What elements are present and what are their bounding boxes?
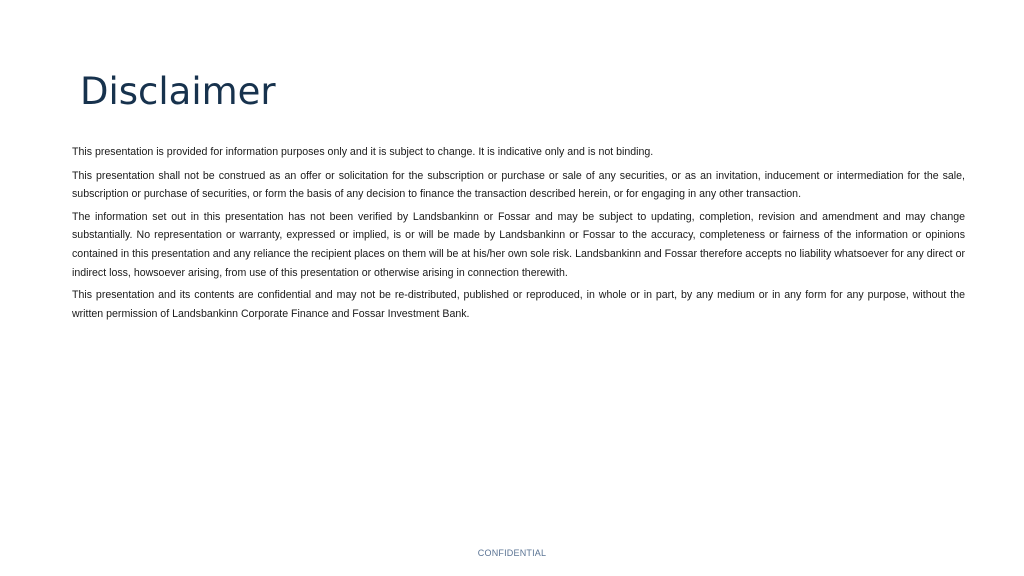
disclaimer-paragraph-1: This presentation is provided for information purposes only and it is subject to change. It is indicative only and is not binding. [72,146,654,158]
disclaimer-body [72,143,965,327]
disclaimer-paragraph-4: This presentation and its contents are confidential and may not be re-distributed, published or reproduced, in whole or in part, by any medium or in any form for any purpose, without the written permission of Landsbankinn Corporate Finance and Fossar Investment Bank. [72,289,965,320]
disclaimer-paragraph-3: The information set out in this presentation has not been verified by Landsbankinn or Fossar and may be subject to updating, completion, revision and amendment and may change substantially. No representation or warranty, expressed or implied, is or will be made by Landsbankinn or Fossar to the accuracy, completeness or fairness of the information or opinions contained in this presentation and any reliance the recipient places on them will be at his/her own sole risk. Landsbankinn and Fossar therefore accepts no liability whatsoever for any direct or indirect loss, howsoever arising, from use of this presentation or otherwise arising in connection therewith. [72,210,965,279]
page-title: Disclaimer [80,70,276,113]
confidential-footer: CONFIDENTIAL [477,548,547,558]
disclaimer-paragraph-2: This presentation shall not be construed as an offer or solicitation for the subscription or purchase or sale of any securities, or as an invitation, inducement or intermediation for the sale, subscription or purchase of securities, or form the basis of any decision to finance the transaction described herein, or for engaging in any other transaction. [72,169,965,201]
